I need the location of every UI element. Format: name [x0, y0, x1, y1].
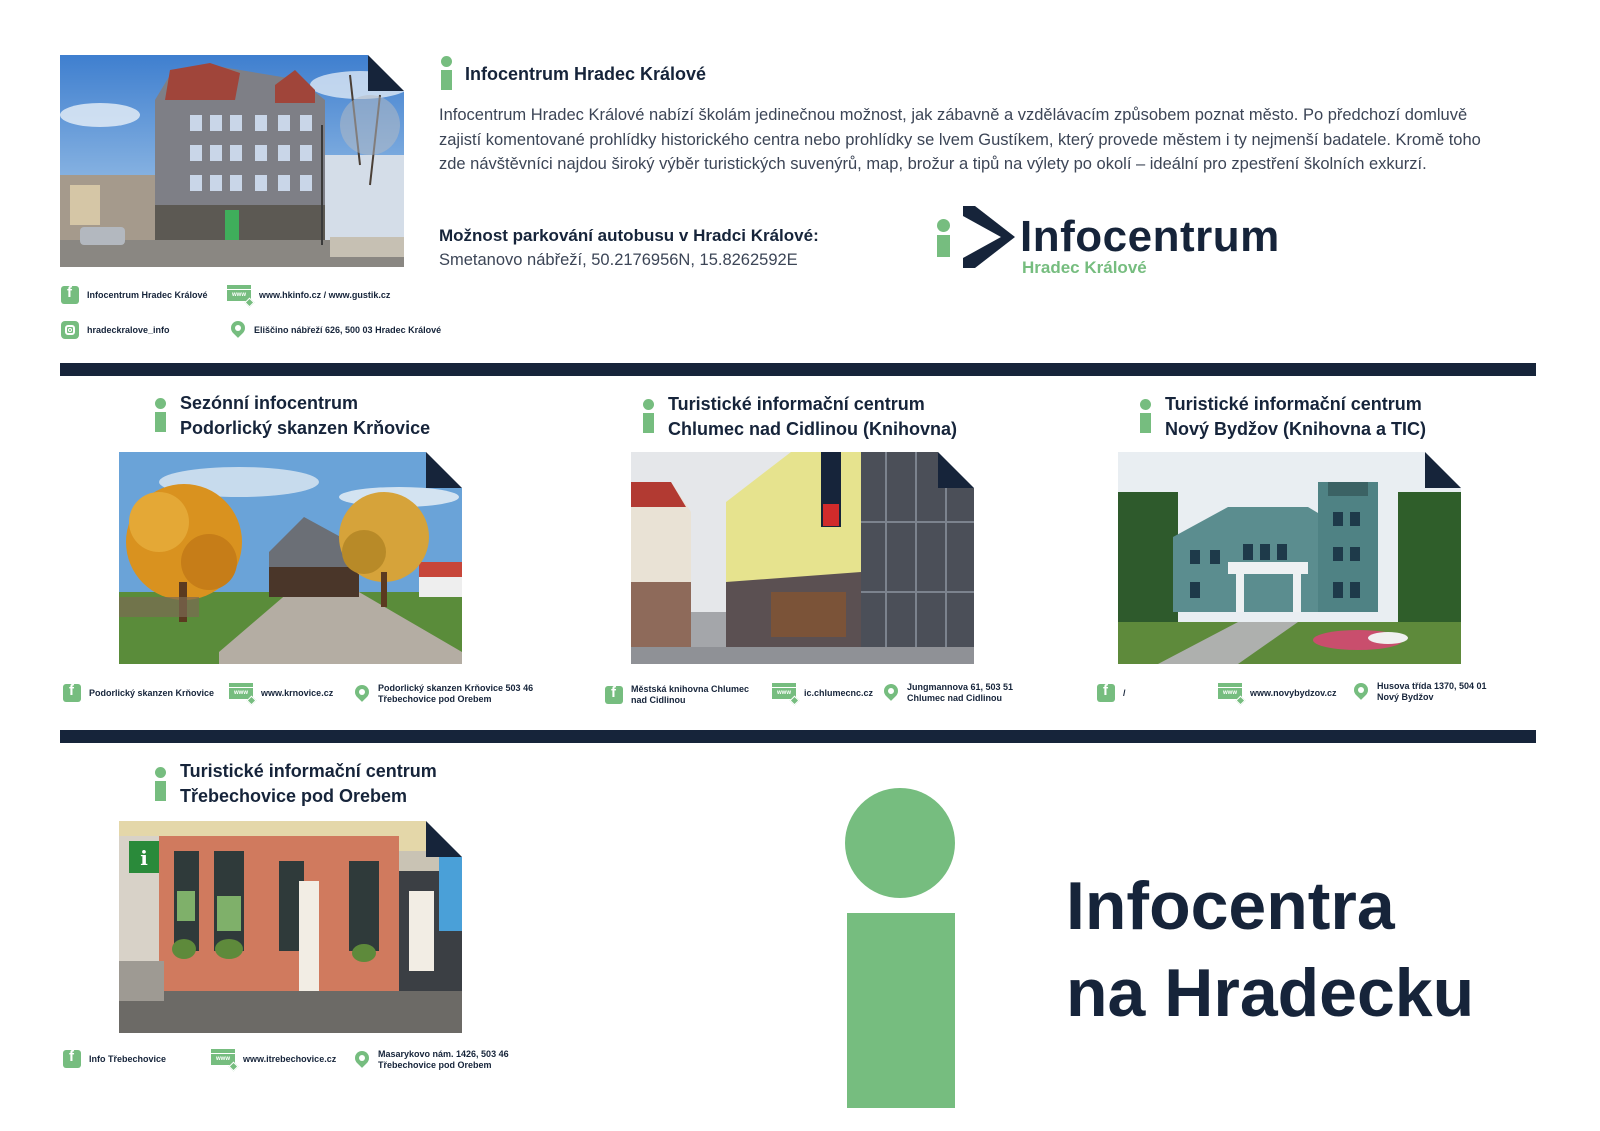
center-address-line2: Nový Bydžov	[1377, 692, 1434, 702]
center-title-line2: Třebechovice pod Orebem	[180, 786, 408, 806]
center-title-line1: Turistické informační centrum	[668, 394, 925, 414]
center-address-line1: Masarykovo nám. 1426, 503 46	[378, 1049, 509, 1059]
center-address-line2: Třebechovice pod Orebem	[378, 1060, 492, 1070]
center-address	[883, 682, 1013, 704]
facebook-icon	[63, 684, 81, 702]
center-web-text: ic.chlumecnc.cz	[804, 687, 874, 698]
center-web[interactable]	[211, 1049, 336, 1069]
poster-title-line1: Infocentra	[1066, 868, 1395, 944]
center-title-line1: Sezónní infocentrum	[180, 393, 359, 413]
contact-instagram[interactable]	[61, 321, 170, 339]
contact-address-text: Eliščino nábřeží 626, 500 03 Hradec Králové	[254, 324, 442, 335]
center-facebook-text: Info Třebechovice	[89, 1053, 167, 1064]
contact-facebook-text: Infocentrum Hradec Králové	[87, 289, 208, 300]
big-info-icon	[845, 788, 955, 1108]
center-title	[668, 392, 957, 442]
center-facebook-line2: nad Cidlinou	[631, 695, 686, 705]
photo-skanzen-krnovice	[119, 452, 462, 664]
parking-value: Smetanovo nábřeží, 50.2176956N, 15.8262592E	[439, 251, 798, 269]
facebook-icon	[1097, 684, 1115, 702]
center-address	[354, 1049, 509, 1071]
photo-novy-bydzov	[1118, 452, 1461, 664]
map-pin-icon	[883, 683, 899, 703]
center-facebook-text: Podorlický skanzen Krňovice	[89, 687, 215, 698]
www-icon: www	[772, 683, 796, 703]
center-facebook[interactable]	[63, 684, 214, 702]
www-icon: www	[229, 683, 253, 703]
center-title-line1: Turistické informační centrum	[1165, 394, 1422, 414]
poster-title-line2: na Hradecku	[1066, 955, 1475, 1031]
info-icon	[155, 398, 166, 432]
map-pin-icon	[1353, 682, 1369, 702]
infocentrum-logo	[937, 204, 1297, 280]
center-facebook[interactable]	[605, 684, 749, 706]
contact-web[interactable]	[227, 285, 390, 305]
info-icon	[1140, 399, 1151, 433]
divider	[60, 730, 1536, 743]
center-title	[180, 391, 430, 441]
photo-hradec-kralove	[60, 55, 404, 267]
info-icon	[441, 56, 452, 90]
logo-main-text: Infocentrum	[1020, 212, 1280, 261]
facebook-icon	[63, 1050, 81, 1068]
center-address-line1: Podorlický skanzen Krňovice 503 46	[378, 683, 534, 693]
center-address	[1353, 681, 1487, 703]
center-title-line2: Podorlický skanzen Krňovice	[180, 418, 431, 438]
facebook-icon	[61, 286, 79, 304]
divider	[60, 363, 1536, 376]
instagram-icon	[61, 321, 79, 339]
center-web[interactable]	[1218, 683, 1337, 703]
chevron-right-icon	[961, 204, 1017, 270]
svg-text:i: i	[140, 846, 148, 870]
contact-web-text: www.hkinfo.cz / www.gustik.cz	[259, 289, 391, 300]
center-address	[354, 683, 533, 705]
facebook-icon	[605, 686, 623, 704]
center-address-line2: Chlumec nad Cidlinou	[907, 693, 1003, 703]
www-icon: www	[211, 1049, 235, 1069]
map-pin-icon	[354, 684, 370, 704]
parking-label: Možnost parkování autobusu v Hradci Králové:	[439, 226, 819, 245]
center-web[interactable]	[772, 683, 873, 703]
center-title-line1: Turistické informační centrum	[180, 761, 437, 781]
center-web-text: www.itrebechovice.cz	[243, 1053, 337, 1064]
center-title	[1165, 392, 1426, 442]
contact-facebook[interactable]	[61, 286, 208, 304]
map-pin-icon	[230, 320, 246, 340]
info-icon	[937, 219, 950, 257]
photo-trebechovice	[119, 821, 462, 1033]
center-facebook[interactable]	[1097, 684, 1126, 702]
main-description: Infocentrum Hradec Králové nabízí školám jedinečnou možnost, jak zábavně a vzdělávacím způsobem poznat město. Po předchozí domluvě zajistí komentované prohlídky historického centra nebo prohlídky se lvem Gustíkem, který provede městem i ty nejmenší badatele. Kromě toho zde návštěvníci najdou široký výběr turistických suvenýrů, map, brožur a tipů na výlety po okolí – ideální pro zpestření školních exkurzí.	[439, 106, 1481, 173]
contact-instagram-text: hradeckralove_info	[87, 324, 170, 335]
main-title: Infocentrum Hradec Králové	[465, 64, 707, 84]
map-pin-icon	[354, 1050, 370, 1070]
center-web-text: www.novybydzov.cz	[1250, 687, 1337, 698]
center-facebook-text: /	[1123, 687, 1126, 698]
www-icon: www	[1218, 683, 1242, 703]
info-icon	[155, 767, 166, 801]
center-facebook[interactable]	[63, 1050, 166, 1068]
center-title	[180, 759, 437, 809]
center-address-line1: Husova třída 1370, 504 01	[1377, 681, 1487, 691]
info-icon	[643, 399, 654, 433]
contact-address	[230, 320, 441, 340]
center-title-line2: Chlumec nad Cidlinou (Knihovna)	[668, 419, 957, 439]
center-address-line1: Jungmannova 61, 503 51	[907, 682, 1014, 692]
center-address-line2: Třebechovice pod Orebem	[378, 694, 492, 704]
www-icon: www	[227, 285, 251, 305]
center-web[interactable]	[229, 683, 333, 703]
center-web-text: www.krnovice.cz	[261, 687, 334, 698]
photo-chlumec	[631, 452, 974, 664]
logo-sub-text: Hradec Králové	[1022, 258, 1147, 277]
center-facebook-line1: Městská knihovna Chlumec	[631, 684, 750, 694]
center-title-line2: Nový Bydžov (Knihovna a TIC)	[1165, 419, 1427, 439]
